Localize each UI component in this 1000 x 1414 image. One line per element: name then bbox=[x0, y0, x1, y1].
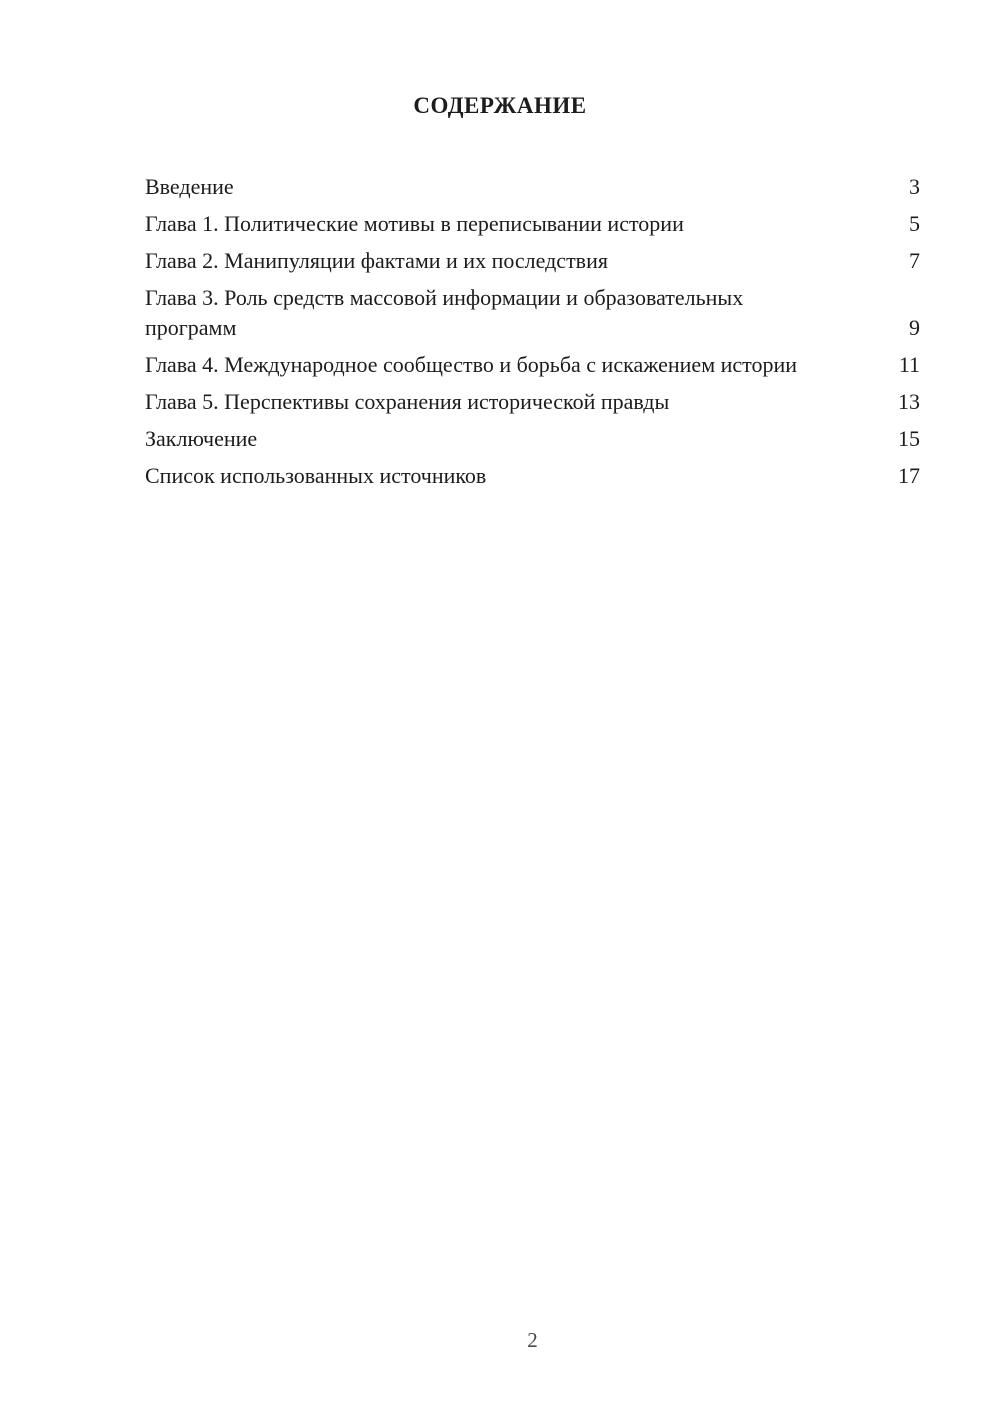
toc-entry-label: Глава 3. Роль средств массовой информации и образовательных программ bbox=[145, 285, 744, 340]
toc-entry-label: Глава 1. Политические мотивы в переписывании истории bbox=[145, 211, 684, 236]
toc-entry-page-number: 7 bbox=[909, 248, 920, 273]
toc-entry bbox=[145, 246, 920, 276]
toc-entry-page-number: 11 bbox=[898, 352, 920, 377]
footer-page-number: 2 bbox=[527, 1328, 538, 1352]
toc-entry-page-number: 17 bbox=[898, 463, 920, 488]
toc-entry bbox=[145, 350, 920, 380]
toc-entry-page-number: 3 bbox=[909, 174, 920, 199]
toc-entry-label: Список использованных источников bbox=[145, 463, 487, 488]
page-title: СОДЕРЖАНИЕ bbox=[413, 93, 587, 118]
toc-entry bbox=[145, 424, 920, 454]
toc-entry-page-number: 9 bbox=[909, 315, 920, 340]
toc-list bbox=[145, 172, 920, 491]
toc-entry-label: Введение bbox=[145, 174, 234, 199]
toc-entry-label: Заключение bbox=[145, 426, 258, 451]
toc-entry-page-number: 5 bbox=[909, 211, 920, 236]
toc-entry bbox=[145, 283, 920, 343]
toc-entry-page-number: 13 bbox=[898, 389, 920, 414]
toc-entry bbox=[145, 461, 920, 491]
toc-entry bbox=[145, 209, 920, 239]
toc-entry-label: Глава 4. Международное сообщество и борьба с искажением истории bbox=[145, 352, 798, 377]
toc-entry bbox=[145, 172, 920, 202]
toc-entry-page-number: 15 bbox=[898, 426, 920, 451]
toc-entry bbox=[145, 387, 920, 417]
toc-entry-label: Глава 2. Манипуляции фактами и их последствия bbox=[145, 248, 608, 273]
toc-entry-label: Глава 5. Перспективы сохранения исторической правды bbox=[145, 389, 670, 414]
